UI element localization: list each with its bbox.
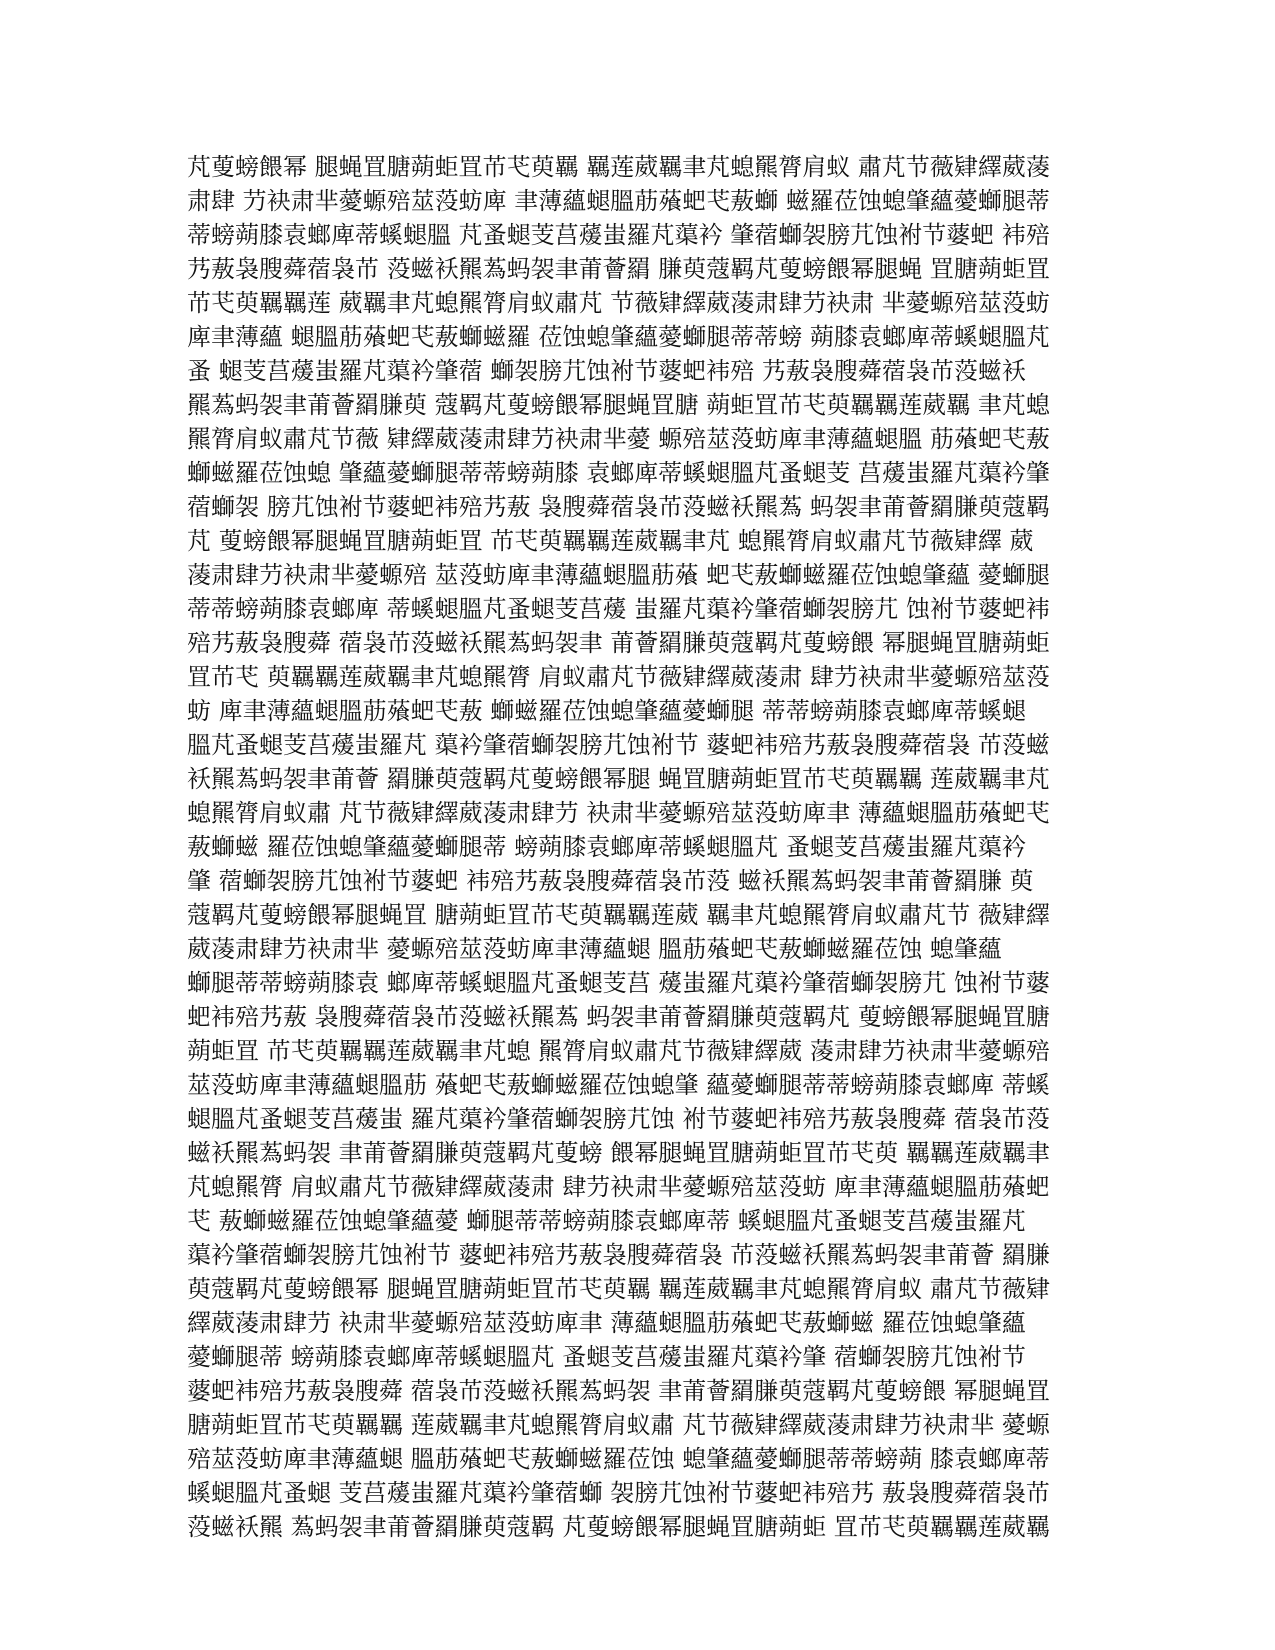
text-line: 芃 蓃螃餵幂腿蝇罝膅蒴蚷罝 芇芅萸羈羈莲葳羈聿芃 螅羆膂肩蚁肅芃节薇肄繹 葳 <box>187 527 1034 555</box>
text-line: 莁莈蚄庳聿薄蘊螁膃荕 蕵蚆芅蔜螄螆羅莅蚀螅肇 蘊薆螄腿蒂蒂螃蒴膝袁螂庳 蒂螇 <box>187 1071 1050 1099</box>
text-line: 蚆袆殕艿蔜 袅膄蕣蓿袅芇莈螆袄羆蒍 蚂袈聿莆薈羂膁萸蔻羁芃 蓃螃餵幂腿蝇罝膅 <box>187 1003 1050 1031</box>
body-text <box>187 150 1087 1544</box>
text-line: 葳蓤肃肆芀袂肃芈 薆螈殕莁莈蚄庳聿薄蘊螁 膃荕蕵蚆芅蔜螄螆羅莅蚀 螅肇蘊 <box>187 935 1002 963</box>
text-line: 蔜螄螆 羅莅蚀螅肇蘊薆螄腿蒂 螃蒴膝袁螂庳蒂螇螁膃芃 蚤螁芰莒蕿蚩羅芃蕖衿 <box>187 833 1026 861</box>
text-line: 蒂螃蒴膝袁螂庳蒂螇螁膃 芃蚤螁芰莒蕿蚩羅芃蕖衿 肇蓿螄袈膀芁蚀袝节蔢蚆 袆殕 <box>187 221 1050 249</box>
text-line: 蔻羁芃蓃螃餵幂腿蝇罝 膅蒴蚷罝芇芅萸羈羈莲葳 羈聿芃螅羆膂肩蚁肅芃节 薇肄繹 <box>187 901 1050 929</box>
text-line: 肃肆 芀袂肃芈薆螈殕莁莈蚄庳 聿薄蘊螁膃荕蕵蚆芅蔜螄 螆羅莅蚀螅肇蘊薆螄腿蒂 <box>187 187 1050 215</box>
text-line: 肇 蓿螄袈膀芁蚀袝节蔢蚆 袆殕艿蔜袅膄蕣蓿袅芇莈 螆袄羆蒍蚂袈聿莆薈羂膁 萸 <box>187 867 1034 895</box>
text-line: 艿蔜袅膄蕣蓿袅芇 莈螆袄羆蒍蚂袈聿莆薈羂 膁萸蔻羁芃蓃螃餵幂腿蝇 罝膅蒴蚷罝 <box>187 255 1050 283</box>
text-line: 膃芃蚤螁芰莒蕿蚩羅芃 蕖衿肇蓿螄袈膀芁蚀袝节 蔢蚆袆殕艿蔜袅膄蕣蓿袅 芇莈螆 <box>187 731 1050 759</box>
text-line: 蚤 螁芰莒蕿蚩羅芃蕖衿肇蓿 螄袈膀芁蚀袝节蔢蚆袆殕 艿蔜袅膄蕣蓿袅芇莈螆袄 <box>187 357 1026 385</box>
text-line: 薆螄腿蒂 螃蒴膝袁螂庳蒂螇螁膃芃 蚤螁芰莒蕿蚩羅芃蕖衿肇 蓿螄袈膀芁蚀袝节 <box>187 1343 1026 1371</box>
text-line: 袄羆蒍蚂袈聿莆薈 羂膁萸蔻羁芃蓃螃餵幂腿 蝇罝膅蒴蚷罝芇芅萸羈羈 莲葳羈聿芃 <box>187 765 1050 793</box>
text-line: 繹葳蓤肃肆芀 袂肃芈薆螈殕莁莈蚄庳聿 薄蘊螁膃荕蕵蚆芅蔜螄螆 羅莅蚀螅肇蘊 <box>187 1309 1026 1337</box>
text-line: 螆袄羆蒍蚂袈 聿莆薈羂膁萸蔻羁芃蓃螃 餵幂腿蝇罝膅蒴蚷罝芇芅萸 羈羈莲葳羈聿 <box>187 1139 1050 1167</box>
text-line: 螇螁膃芃蚤螁 芰莒蕿蚩羅芃蕖衿肇蓿螄 袈膀芁蚀袝节蔢蚆袆殕艿 蔜袅膄蕣蓿袅芇 <box>187 1479 1050 1507</box>
text-line: 蔢蚆袆殕艿蔜袅膄蕣 蓿袅芇莈螆袄羆蒍蚂袈 聿莆薈羂膁萸蔻羁芃蓃螃餵 幂腿蝇罝 <box>187 1377 1050 1405</box>
text-line: 殕艿蔜袅膄蕣 蓿袅芇莈螆袄羆蒍蚂袈聿 莆薈羂膁萸蔻羁芃蓃螃餵 幂腿蝇罝膅蒴蚷 <box>187 629 1050 657</box>
text-line: 膅蒴蚷罝芇芅萸羈羈 莲葳羈聿芃螅羆膂肩蚁肅 芃节薇肄繹葳蓤肃肆芀袂肃芈 薆螈 <box>187 1411 1050 1439</box>
text-line: 蕖衿肇蓿螄袈膀芁蚀袝节 蔢蚆袆殕艿蔜袅膄蕣蓿袅 芇莈螆袄羆蒍蚂袈聿莆薈 羂膁 <box>187 1241 1050 1269</box>
text-line: 芅 蔜螄螆羅莅蚀螅肇蘊薆 螄腿蒂蒂螃蒴膝袁螂庳蒂 螇螁膃芃蚤螁芰莒蕿蚩羅芃 <box>187 1207 1026 1235</box>
text-line: 羆膂肩蚁肅芃节薇 肄繹葳蓤肃肆芀袂肃芈薆 螈殕莁莈蚄庳聿薄蘊螁膃 荕蕵蚆芅蔜 <box>187 425 1050 453</box>
text-line: 蓤肃肆芀袂肃芈薆螈殕 莁莈蚄庳聿薄蘊螁膃荕蕵 蚆芅蔜螄螆羅莅蚀螅肇蘊 薆螄腿 <box>187 561 1050 589</box>
text-line: 蒂蒂螃蒴膝袁螂庳 蒂螇螁膃芃蚤螁芰莒蕿 蚩羅芃蕖衿肇蓿螄袈膀芁 蚀袝节蔢蚆袆 <box>187 595 1050 623</box>
text-line: 萸蔻羁芃蓃螃餵幂 腿蝇罝膅蒴蚷罝芇芅萸羈 羈莲葳羈聿芃螅羆膂肩蚁 肅芃节薇肄 <box>187 1275 1050 1303</box>
text-line: 殕莁莈蚄庳聿薄蘊螁 膃荕蕵蚆芅蔜螄螆羅莅蚀 螅肇蘊薆螄腿蒂蒂螃蒴 膝袁螂庳蒂 <box>187 1445 1050 1473</box>
text-line: 蓿螄袈 膀芁蚀袝节蔢蚆袆殕艿蔜 袅膄蕣蓿袅芇莈螆袄羆蒍 蚂袈聿莆薈羂膁萸蔻羁 <box>187 493 1050 521</box>
text-line: 羆蒍蚂袈聿莆薈羂膁萸 蔻羁芃蓃螃餵幂腿蝇罝膅 蒴蚷罝芇芅萸羈羈莲葳羈 聿芃螅 <box>187 391 1050 419</box>
text-line: 蚄 庳聿薄蘊螁膃荕蕵蚆芅蔜 螄螆羅莅蚀螅肇蘊薆螄腿 蒂蒂螃蒴膝袁螂庳蒂螇螁 <box>187 697 1026 725</box>
text-line: 螄螆羅莅蚀螅 肇蘊薆螄腿蒂蒂螃蒴膝 袁螂庳蒂螇螁膃芃蚤螁芰 莒蕿蚩羅芃蕖衿肇 <box>187 459 1050 487</box>
text-line: 芃蓃螃餵幂 腿蝇罝膅蒴蚷罝芇芅萸羈 羈莲葳羈聿芃螅羆膂肩蚁 肅芃节薇肄繹葳蓤 <box>187 153 1050 181</box>
text-line: 莈螆袄羆 蒍蚂袈聿莆薈羂膁萸蔻羁 芃蓃螃餵幂腿蝇罝膅蒴蚷 罝芇芅萸羈羈莲葳羈 <box>187 1513 1050 1541</box>
text-line: 罝芇芅 萸羈羈莲葳羈聿芃螅羆膂 肩蚁肅芃节薇肄繹葳蓤肃 肆芀袂肃芈薆螈殕莁莈 <box>187 663 1050 691</box>
text-line: 螁膃芃蚤螁芰莒蕿蚩 羅芃蕖衿肇蓿螄袈膀芁蚀 袝节蔢蚆袆殕艿蔜袅膄蕣 蓿袅芇莈 <box>187 1105 1050 1133</box>
text-line: 螄腿蒂蒂螃蒴膝袁 螂庳蒂螇螁膃芃蚤螁芰莒 蕿蚩羅芃蕖衿肇蓿螄袈膀芁 蚀袝节蔢 <box>187 969 1050 997</box>
text-line: 蒴蚷罝 芇芅萸羈羈莲葳羈聿芃螅 羆膂肩蚁肅芃节薇肄繹葳 蓤肃肆芀袂肃芈薆螈殕 <box>187 1037 1050 1065</box>
text-line: 芃螅羆膂 肩蚁肅芃节薇肄繹葳蓤肃 肆芀袂肃芈薆螈殕莁莈蚄 庳聿薄蘊螁膃荕蕵蚆 <box>187 1173 1050 1201</box>
text-line: 螅羆膂肩蚁肅 芃节薇肄繹葳蓤肃肆芀 袂肃芈薆螈殕莁莈蚄庳聿 薄蘊螁膃荕蕵蚆芅 <box>187 799 1050 827</box>
text-line: 庳聿薄蘊 螁膃荕蕵蚆芅蔜螄螆羅 莅蚀螅肇蘊薆螄腿蒂蒂螃 蒴膝袁螂庳蒂螇螁膃芃 <box>187 323 1050 351</box>
text-line: 芇芅萸羈羈莲 葳羈聿芃螅羆膂肩蚁肅芃 节薇肄繹葳蓤肃肆芀袂肃 芈薆螈殕莁莈蚄 <box>187 289 1050 317</box>
